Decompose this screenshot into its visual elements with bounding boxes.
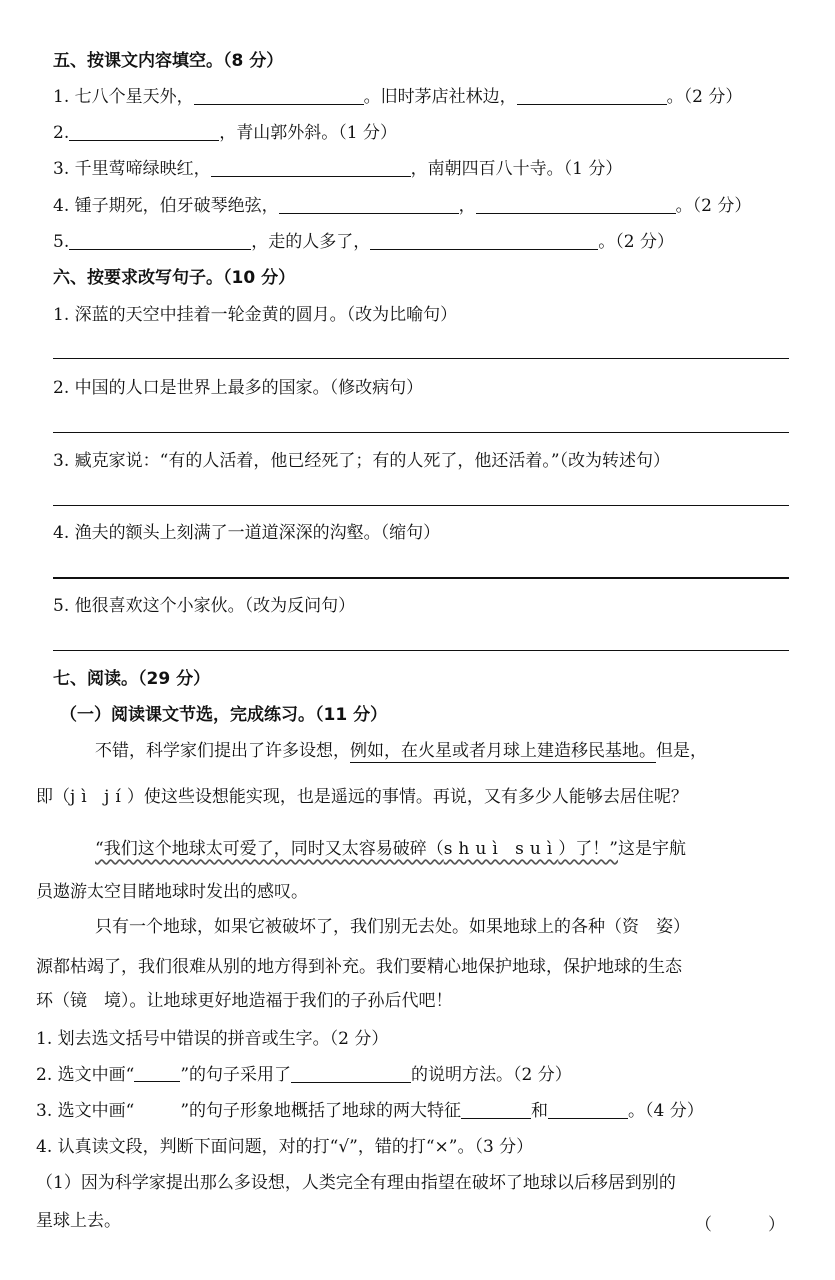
q3-text-a: 3. 选文中画“: [36, 1101, 135, 1121]
q2-text-b: ，青山郭外斜。（1 分）: [219, 123, 397, 143]
q5-text-c: 。（2 分）: [598, 232, 674, 252]
pinyin-choice[interactable]: jì jí: [70, 787, 127, 807]
fill-blank[interactable]: [476, 197, 676, 214]
fill-blank[interactable]: [194, 88, 364, 105]
passage-line: 员遨游太空目睹地球时发出的感叹。: [36, 882, 308, 902]
straight-underline-sample: [134, 1067, 180, 1082]
q2-text-b: ”的句子采用了: [180, 1065, 292, 1085]
pinyin-choice[interactable]: shuì suì: [443, 839, 559, 859]
section5-q5: [53, 231, 835, 253]
q4-text-a: 4. 锺子期死，伯牙破琴绝弦，: [53, 196, 279, 216]
passage-line: [95, 740, 707, 762]
section6-q4: 4. 渔夫的额头上刻满了一道道深深的沟壑。（缩句）: [53, 523, 441, 543]
q2-text-c: 的说明方法。（2 分）: [411, 1065, 572, 1085]
wavy-sentence-a: “我们这个地球太可爱了，同时又太容易破碎（: [95, 839, 444, 859]
section6-title: 六、按要求改写句子。（10 分）: [53, 268, 296, 288]
wavy-underline-sample: [134, 1102, 180, 1116]
q3-text-a: 3. 千里莺啼绿映红，: [53, 159, 211, 179]
answer-line[interactable]: [53, 432, 789, 433]
passage-text: 不错，科学家们提出了许多设想，: [95, 741, 350, 761]
section5-q4: [53, 195, 835, 217]
passage-text: 即（: [36, 787, 70, 807]
fill-blank[interactable]: [548, 1102, 628, 1119]
q5-text-a: 5.: [53, 232, 70, 252]
section6-q1: 1. 深蓝的天空中挂着一轮金黄的圆月。（改为比喻句）: [53, 305, 458, 325]
q4-text-c: 。（2 分）: [675, 196, 752, 216]
passage-line: [36, 786, 688, 808]
section7-subtitle: （一）阅读课文节选，完成练习。（11 分）: [60, 705, 388, 725]
answer-bracket-open: （: [695, 1215, 712, 1235]
passage-text: 这是宇航: [617, 839, 686, 859]
answer-line[interactable]: [53, 358, 789, 359]
q3-text-b: ”的句子形象地概括了地球的两大特征: [180, 1101, 462, 1121]
q2-text-a: 2.: [53, 123, 70, 143]
fill-blank[interactable]: [291, 1066, 411, 1083]
passage-text: ）使这些设想能实现，也是遥远的事情。再说，又有多少人能够去居住呢？: [126, 787, 688, 807]
q3-text-b: ，南朝四百八十寺。（1 分）: [410, 159, 623, 179]
passage-line: 环（镜 境）。让地球更好地造福于我们的子孙后代吧！: [36, 991, 453, 1011]
section6-q2: 2. 中国的人口是世界上最多的国家。（修改病句）: [53, 378, 424, 398]
q1-text-c: 。（2 分）: [666, 87, 743, 107]
section6-q3: 3. 臧克家说：“有的人活着，他已经死了；有的人死了，他还活着。”（改为转述句）: [53, 451, 671, 471]
answer-bracket-close: ）: [768, 1215, 785, 1235]
passage-line: [95, 838, 686, 860]
q2-text-a: 2. 选文中画“: [36, 1065, 135, 1085]
q1-text-a: 1. 七八个星天外，: [53, 87, 194, 107]
section7-q2: [36, 1064, 835, 1086]
wavy-sentence-b: ）了！”: [558, 839, 618, 859]
fill-blank[interactable]: [517, 88, 667, 105]
fill-blank[interactable]: [370, 233, 598, 250]
section5-q1: [53, 86, 835, 108]
answer-line[interactable]: [53, 577, 789, 579]
passage-line: 只有一个地球，如果它被破坏了，我们别无去处。如果地球上的各种（资 姿）: [95, 917, 690, 937]
section7-q4-1: （1）因为科学家提出那么多设想，人类完全有理由指望在破坏了地球以后移居到别的: [36, 1173, 676, 1193]
section5-title: 五、按课文内容填空。（8 分）: [53, 51, 284, 71]
section5-q3: [53, 158, 835, 180]
q1-text-b: 。旧时茅店社林边，: [363, 87, 517, 107]
fill-blank[interactable]: [461, 1102, 531, 1119]
fill-blank[interactable]: [211, 160, 411, 177]
fill-blank[interactable]: [69, 124, 219, 141]
q5-text-b: ，走的人多了，: [251, 232, 371, 252]
section5-q2: [53, 122, 835, 144]
answer-line[interactable]: [53, 505, 789, 506]
passage-line: 源都枯竭了，我们很难从别的地方得到补充。我们要精心地保护地球，保护地球的生态: [36, 957, 682, 977]
section7-q1: 1. 划去选文括号中错误的拼音或生字。（2 分）: [36, 1029, 389, 1049]
fill-blank[interactable]: [279, 197, 459, 214]
passage-text: 但是，: [656, 741, 707, 761]
judgement-answer-slot[interactable]: [718, 1210, 764, 1230]
section7-q4: 4. 认真读文段，判断下面问题，对的打“√”，错的打“×”。（3 分）: [36, 1137, 534, 1157]
section6-q5: 5. 他很喜欢这个小家伙。（改为反问句）: [53, 596, 356, 616]
section7-q4-1-cont: 星球上去。: [36, 1211, 121, 1231]
q3-text-d: 。（4 分）: [628, 1101, 704, 1121]
q3-text-c: 和: [531, 1101, 549, 1121]
q4-text-b: ，: [458, 196, 476, 216]
underlined-sentence: 例如，在火星或者月球上建造移民基地。: [350, 741, 656, 761]
fill-blank[interactable]: [69, 233, 251, 250]
section7-q3: [36, 1100, 835, 1122]
answer-line[interactable]: [53, 650, 789, 651]
section7-title: 七、阅读。（29 分）: [53, 669, 211, 689]
